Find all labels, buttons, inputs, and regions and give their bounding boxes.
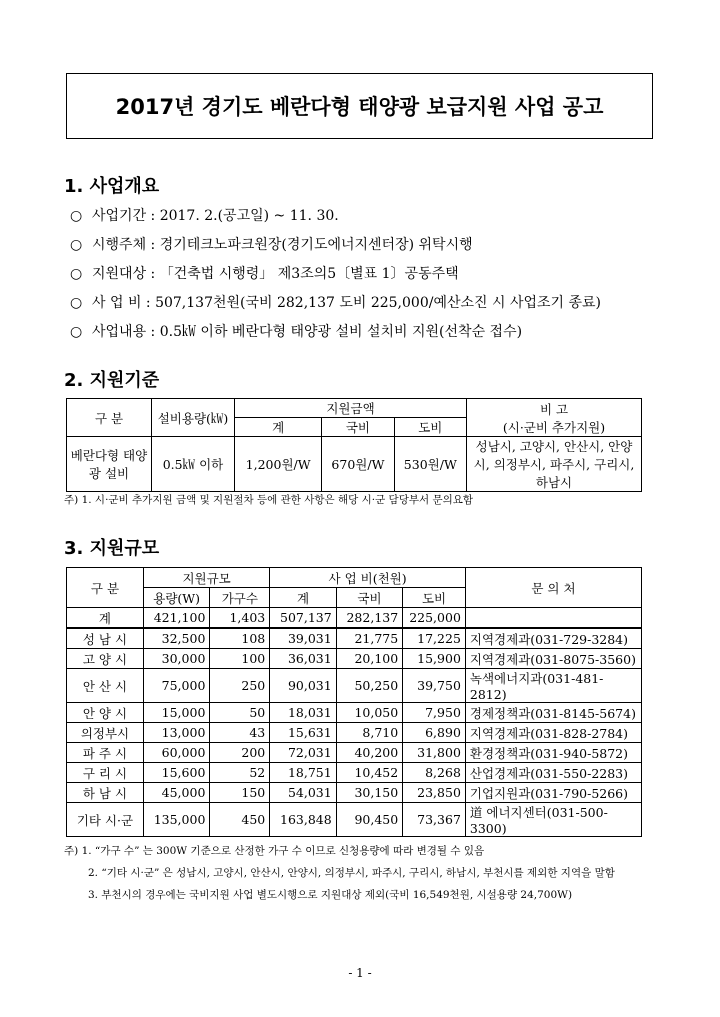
cell-name: 파 주 시: [67, 743, 144, 763]
cell-contact: 지역경제과(031-729-3284): [465, 628, 641, 649]
cell-contact: 산업경제과(031-550-2283): [465, 763, 641, 783]
header-national: 국비: [322, 418, 394, 437]
table-row: [67, 649, 642, 669]
cell-total: 39,031: [270, 628, 336, 649]
overview-item: ○ 사업내용 : 0.5㎾ 이하 베란다형 태양광 설비 설치비 지원(선착순 접수): [70, 324, 523, 340]
cell-households: 200: [210, 743, 270, 763]
cell-contact: 지역경제과(031-8075-3560): [465, 649, 641, 669]
row-national: 670원/W: [322, 437, 394, 492]
cell-capacity: 13,000: [143, 723, 209, 743]
header-scale: 지원규모: [143, 568, 269, 588]
cell-national: 21,775: [336, 628, 402, 649]
cell-contact: [465, 608, 641, 629]
cell-capacity: 75,000: [143, 669, 209, 703]
header-national: 국비: [336, 588, 402, 608]
cell-total: 18,751: [270, 763, 336, 783]
cell-capacity: 60,000: [143, 743, 209, 763]
cell-provincial: 7,950: [403, 703, 466, 723]
cell-name: 기타 시·군: [67, 803, 144, 837]
cell-national: 8,710: [336, 723, 402, 743]
cell-provincial: 39,750: [403, 669, 466, 703]
cell-name: 하 남 시: [67, 783, 144, 803]
cell-capacity: 15,600: [143, 763, 209, 783]
row-category: 베란다형 태양광 설비: [67, 437, 152, 492]
cell-contact: 환경정책과(031-940-5872): [465, 743, 641, 763]
table-row: [67, 803, 642, 837]
cell-national: 50,250: [336, 669, 402, 703]
cell-households: 100: [210, 649, 270, 669]
section2-heading: 2. 지원기준: [64, 370, 160, 391]
cell-households: 43: [210, 723, 270, 743]
cell-provincial: 15,900: [403, 649, 466, 669]
cell-contact: 기업지원과(031-790-5266): [465, 783, 641, 803]
table-row: [67, 628, 642, 649]
cell-national: 90,450: [336, 803, 402, 837]
header-capacity: 설비용량(㎾): [152, 399, 235, 437]
table-row: [67, 763, 642, 783]
header-remark: 비 고 (시·군비 추가지원): [467, 399, 642, 437]
cell-total: 507,137: [270, 608, 336, 629]
cell-national: 20,100: [336, 649, 402, 669]
cell-contact: 경제정책과(031-8145-5674): [465, 703, 641, 723]
header-provincial: 도비: [403, 588, 466, 608]
cell-households: 50: [210, 703, 270, 723]
cell-capacity: 45,000: [143, 783, 209, 803]
cell-total: 36,031: [270, 649, 336, 669]
section2-note: 주) 1. 시·군비 추가지원 금액 및 지원절차 등에 관한 사항은 해당 시·군 담당부서 문의요함: [64, 494, 474, 506]
cell-name: 고 양 시: [67, 649, 144, 669]
cell-provincial: 6,890: [403, 723, 466, 743]
page-number: - 1 -: [348, 966, 372, 980]
header-households: 가구수: [210, 588, 270, 608]
cell-national: 30,150: [336, 783, 402, 803]
cell-name: 안 산 시: [67, 669, 144, 703]
cell-households: 450: [210, 803, 270, 837]
cell-provincial: 225,000: [403, 608, 466, 629]
cell-total: 90,031: [270, 669, 336, 703]
header-total: 계: [270, 588, 336, 608]
cell-capacity: 32,500: [143, 628, 209, 649]
header-category: 구 분: [67, 568, 144, 608]
cell-provincial: 73,367: [403, 803, 466, 837]
header-budget: 사 업 비(천원): [270, 568, 466, 588]
cell-provincial: 17,225: [403, 628, 466, 649]
cell-total: 15,631: [270, 723, 336, 743]
cell-name: 구 리 시: [67, 763, 144, 783]
cell-name: 성 남 시: [67, 628, 144, 649]
section3-heading: 3. 지원규모: [64, 538, 160, 559]
document-title: 2017년 경기도 베란다형 태양광 보급지원 사업 공고: [66, 73, 653, 139]
section3-note: 2. “기타 시·군” 은 성남시, 고양시, 안산시, 안양시, 의정부시, 파주시, 구리시, 하남시, 부천시를 제외한 지역을 말함: [88, 867, 615, 879]
cell-households: 1,403: [210, 608, 270, 629]
cell-total: 163,848: [270, 803, 336, 837]
cell-national: 10,050: [336, 703, 402, 723]
overview-item: ○ 사 업 비 : 507,137천원(국비 282,137 도비 225,000/예산소진 시 사업조기 종료): [70, 295, 602, 311]
cell-contact: 道 에너지센터(031-500-3300): [465, 803, 641, 837]
header-category: 구 분: [67, 399, 152, 437]
header-provincial: 도비: [394, 418, 466, 437]
section3-note: 주) 1. “가구 수” 는 300W 기준으로 산정한 가구 수 이므로 신청용량에 따라 변경될 수 있음: [64, 845, 485, 857]
table-row: [67, 723, 642, 743]
table-row: [67, 703, 642, 723]
header-amount: 지원금액: [235, 399, 467, 418]
section1-heading: 1. 사업개요: [64, 176, 160, 197]
cell-provincial: 31,800: [403, 743, 466, 763]
support-scale-table: [66, 567, 642, 837]
cell-provincial: 23,850: [403, 783, 466, 803]
row-total: 1,200원/W: [235, 437, 322, 492]
overview-item: ○ 지원대상 : 「건축법 시행령」 제3조의5〔별표 1〕공동주택: [70, 266, 459, 282]
cell-name: 안 양 시: [67, 703, 144, 723]
table-row: [67, 743, 642, 763]
cell-households: 108: [210, 628, 270, 649]
section3-note: 3. 부천시의 경우에는 국비지원 사업 별도시행으로 지원대상 제외(국비 16,549천원, 시설용량 24,700W): [88, 889, 573, 901]
cell-contact: 지역경제과(031-828-2784): [465, 723, 641, 743]
cell-capacity: 135,000: [143, 803, 209, 837]
cell-capacity: 15,000: [143, 703, 209, 723]
cell-households: 150: [210, 783, 270, 803]
cell-households: 250: [210, 669, 270, 703]
support-criteria-table: [66, 398, 642, 492]
overview-item: ○ 시행주체 : 경기테크노파크원장(경기도에너지센터장) 위탁시행: [70, 237, 473, 253]
cell-national: 10,452: [336, 763, 402, 783]
header-total: 계: [235, 418, 322, 437]
cell-name: 계: [67, 608, 144, 629]
overview-item: ○ 사업기간 : 2017. 2.(공고일) ~ 11. 30.: [70, 208, 339, 224]
table-total-row: [67, 608, 642, 629]
row-provincial: 530원/W: [394, 437, 466, 492]
cell-provincial: 8,268: [403, 763, 466, 783]
header-contact: 문 의 처: [465, 568, 641, 608]
row-capacity: 0.5㎾ 이하: [152, 437, 235, 492]
cell-contact: 녹색에너지과(031-481-2812): [465, 669, 641, 703]
header-capacity: 용량(W): [143, 588, 209, 608]
table-row: [67, 669, 642, 703]
cell-national: 282,137: [336, 608, 402, 629]
cell-national: 40,200: [336, 743, 402, 763]
cell-total: 54,031: [270, 783, 336, 803]
cell-households: 52: [210, 763, 270, 783]
cell-capacity: 421,100: [143, 608, 209, 629]
cell-capacity: 30,000: [143, 649, 209, 669]
cell-name: 의정부시: [67, 723, 144, 743]
table-row: [67, 783, 642, 803]
cell-total: 18,031: [270, 703, 336, 723]
cell-total: 72,031: [270, 743, 336, 763]
row-remark: 성남시, 고양시, 안산시, 안양시, 의정부시, 파주시, 구리시, 하남시: [467, 437, 642, 492]
